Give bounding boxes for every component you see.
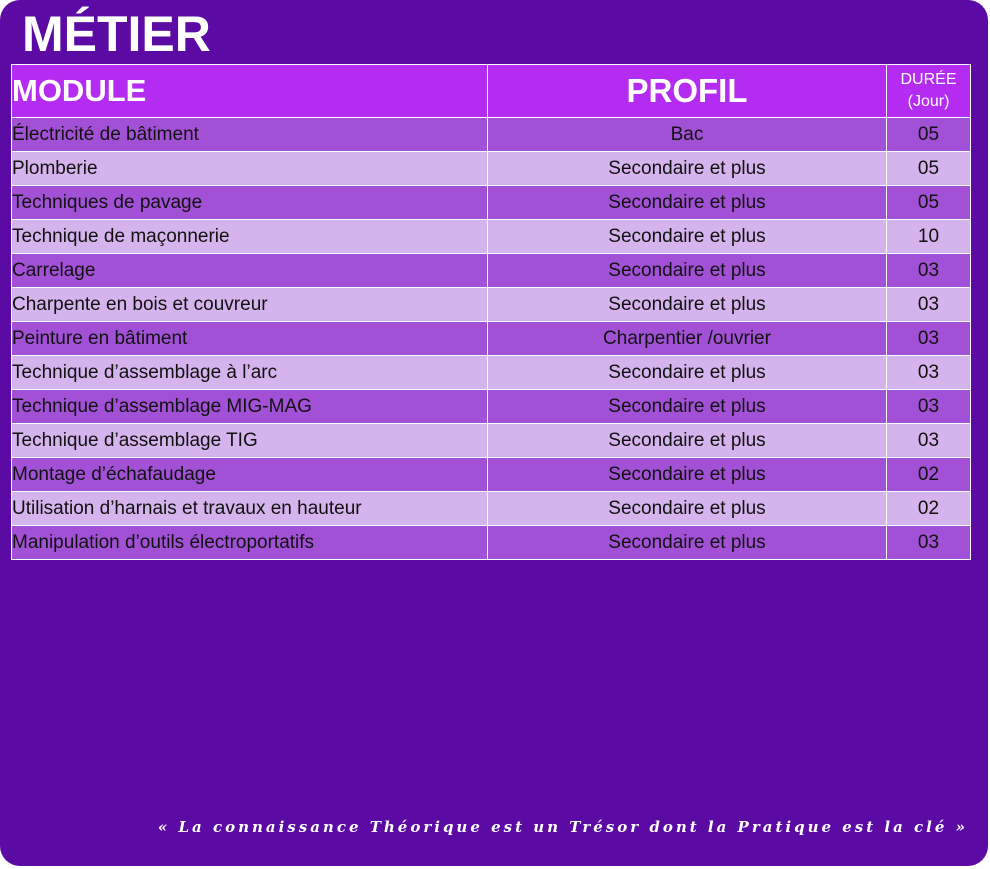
header-duree [887, 65, 971, 118]
cell-profil: Secondaire et plus [488, 220, 887, 254]
cell-profil: Secondaire et plus [488, 254, 887, 288]
cell-duree: 02 [887, 458, 971, 492]
cell-profil: Secondaire et plus [488, 186, 887, 220]
cell-module: Carrelage [12, 254, 488, 288]
cell-profil: Secondaire et plus [488, 458, 887, 492]
cell-duree: 03 [887, 424, 971, 458]
table-row [12, 458, 971, 492]
table-row [12, 186, 971, 220]
cell-module: Montage d’échafaudage [12, 458, 488, 492]
cell-duree: 03 [887, 526, 971, 560]
cell-module: Utilisation d’harnais et travaux en hauteur [12, 492, 488, 526]
cell-module: Plomberie [12, 152, 488, 186]
header-profil: PROFIL [488, 65, 887, 118]
cell-profil: Secondaire et plus [488, 288, 887, 322]
header-duree-unit: (Jour) [907, 93, 950, 110]
cell-module: Charpente en bois et couvreur [12, 288, 488, 322]
cell-duree: 03 [887, 288, 971, 322]
cell-profil: Bac [488, 118, 887, 152]
cell-profil: Secondaire et plus [488, 526, 887, 560]
cell-profil: Charpentier /ouvrier [488, 322, 887, 356]
cell-module: Électricité de bâtiment [12, 118, 488, 152]
table-row [12, 288, 971, 322]
cell-duree: 05 [887, 118, 971, 152]
cell-module: Techniques de pavage [12, 186, 488, 220]
cell-module: Technique d’assemblage à l’arc [12, 356, 488, 390]
footer-quote: « La connaissance Théorique est un Trésor dont la Pratique est la clé » [157, 818, 968, 836]
cell-duree: 03 [887, 390, 971, 424]
cell-module: Technique d’assemblage TIG [12, 424, 488, 458]
table-row [12, 526, 971, 560]
cell-duree: 03 [887, 356, 971, 390]
training-table [11, 64, 971, 560]
table-row [12, 356, 971, 390]
table-row [12, 152, 971, 186]
table-header-row [12, 65, 971, 118]
cell-profil: Secondaire et plus [488, 152, 887, 186]
cell-duree: 10 [887, 220, 971, 254]
cell-module: Technique de maçonnerie [12, 220, 488, 254]
table-row [12, 424, 971, 458]
table-row [12, 390, 971, 424]
cell-module: Manipulation d’outils électroportatifs [12, 526, 488, 560]
cell-profil: Secondaire et plus [488, 492, 887, 526]
table-body [12, 118, 971, 560]
page-title: MÉTIER [22, 6, 211, 62]
header-module: MODULE [12, 65, 488, 118]
cell-duree: 05 [887, 186, 971, 220]
cell-duree: 02 [887, 492, 971, 526]
table-row [12, 322, 971, 356]
cell-duree: 05 [887, 152, 971, 186]
cell-module: Peinture en bâtiment [12, 322, 488, 356]
cell-profil: Secondaire et plus [488, 390, 887, 424]
cell-duree: 03 [887, 254, 971, 288]
table-row [12, 254, 971, 288]
cell-profil: Secondaire et plus [488, 424, 887, 458]
cell-duree: 03 [887, 322, 971, 356]
table-row [12, 220, 971, 254]
table-row [12, 118, 971, 152]
cell-profil: Secondaire et plus [488, 356, 887, 390]
table-row [12, 492, 971, 526]
cell-module: Technique d’assemblage MIG-MAG [12, 390, 488, 424]
header-duree-label: DURÉE [900, 71, 957, 88]
